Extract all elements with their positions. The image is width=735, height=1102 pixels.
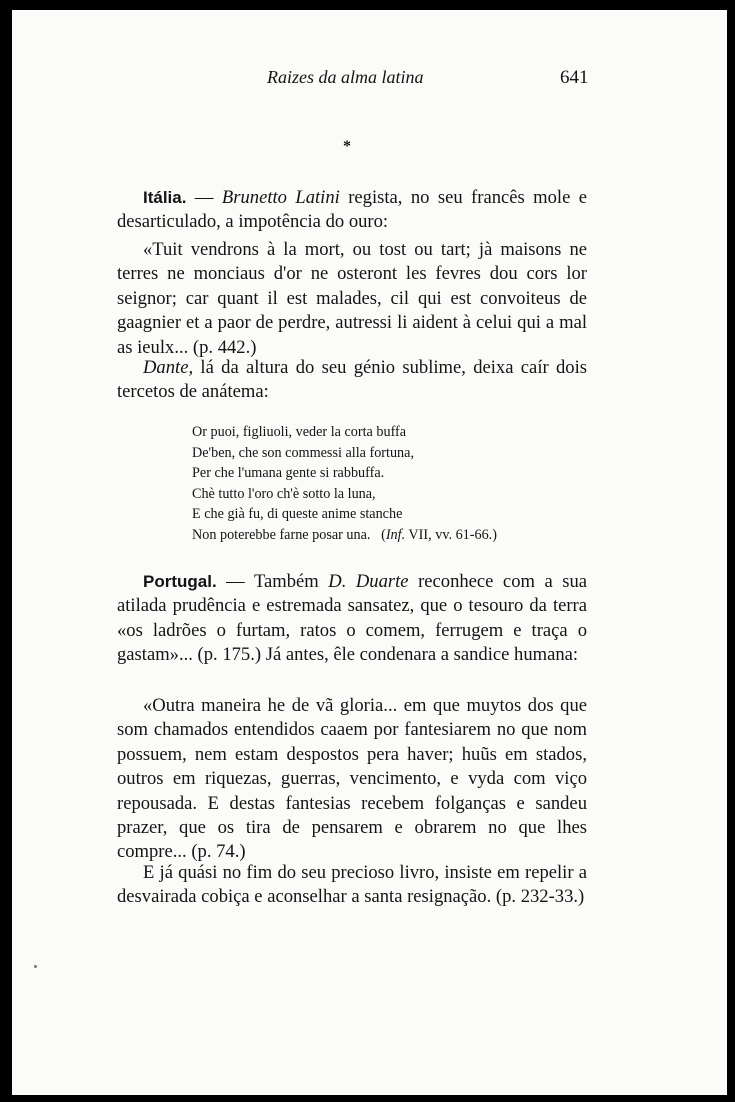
verse-line: Or puoi, figliuoli, veder la corta buffa [192,424,407,440]
duarte-quote: «Outra maneira he de vã gloria... em que muytos dos que som chamados entendidos caaem por fantesiarem no que nom possuem, nem estam despostos pera haver; huũs em stados, outros em riquezas, guerras, vencimento, e vyda com viço repousada. E destas fantesias recebem folganças e sandeu prazer, que os tira de pensarem e obrarem no que lhes compre... (p. 74.) [117,695,587,863]
country-heading-italia: Itália. [143,188,187,207]
verse-line: Chè tutto l'oro ch'è sotto la luna, [192,485,376,502]
page-number: 641 [560,67,589,88]
latini-quote: «Tuit vendrons à la mort, ou tost ou tart; jà maisons ne terres ne monciaus d'or ne osteront les fevres dou cors lor seignor; car quant il est malades, cil qui est convoiteus de gaagnier et a paor de perdre, autressi li aident à celui qui a mal as ieulx... (p. 442.) [117,239,587,358]
paper-speck [34,965,37,968]
dante-verse-block [192,422,497,546]
verse-reference-rest: VII, vv. 61-66.) [405,526,497,543]
portugal-lead-text: Também [253,571,329,592]
portugal-paragraph [117,570,587,668]
running-header-title: Raizes da alma latina [267,67,424,87]
country-heading-portugal: Portugal. [143,572,217,591]
portugal-dash: — [216,571,254,592]
author-brunetto-latini: Brunetto Latini [221,187,340,208]
author-dante: Dante, [143,357,194,378]
author-d-duarte: D. Duarte [328,571,409,592]
portugal-intro-text: reconhece com a sua atilada prudência e estremada sansatez, que o tesouro da terra «os ladrões o furtam, ratos o comem, ferrugem e traça o gastam»... (p. 175.) Já antes, êle condenara a sandice humana: [117,571,588,666]
verse-line: E che già fu, di queste anime stanche [192,506,403,523]
verse-line-last [192,525,497,546]
verse-reference-work: Inf. [385,526,406,543]
verse-line-text: Non poterebbe farne posar una. [192,526,371,543]
dante-intro-text: lá da altura do seu génio sublime, deixa caír dois tercetos de anátema: [117,357,587,403]
book-page [12,10,727,1095]
italia-intro-text: regista, no seu francês mole e desarticulado, a impotência do ouro: [117,187,587,233]
section-separator: * [343,138,351,155]
closing-paragraph: E já quási no fim do seu precioso livro, insiste em repelir a desvairada cobiça e aconselhar a santa resignação. (p. 232-33.) [117,862,587,908]
italia-paragraph [117,186,587,235]
verse-line: Per che l'umana gente si rabbuffa. [192,465,385,482]
verse-line: De'ben, che son commessi alla fortuna, [192,444,414,461]
dante-paragraph [117,356,587,405]
verse-reference-open: ( [381,526,386,543]
italia-dash: — [186,187,222,208]
